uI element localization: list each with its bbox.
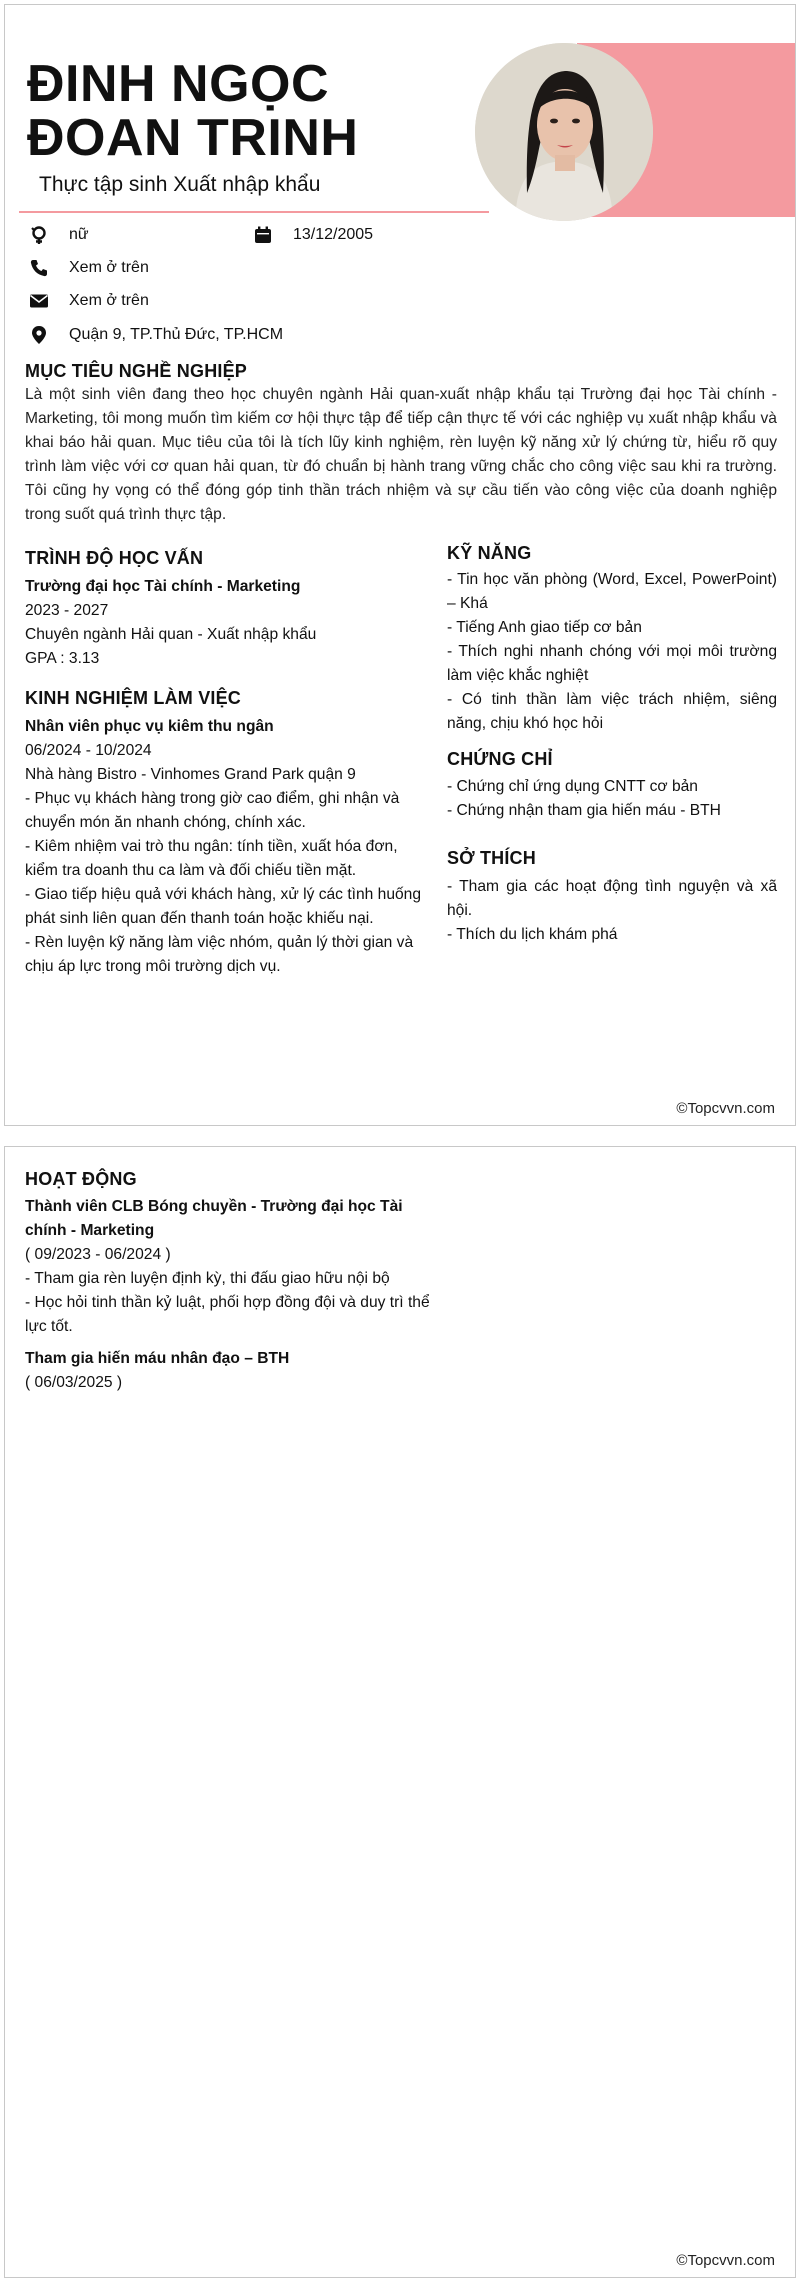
certificate-item: - Chứng nhận tham gia hiến máu - BTH xyxy=(447,802,721,819)
experience-company: Nhà hàng Bistro - Vinhomes Grand Park quận 9 xyxy=(25,766,356,783)
cv-page-1 xyxy=(4,4,796,1126)
education-major: Chuyên ngành Hải quan - Xuất nhập khẩu xyxy=(25,626,317,643)
birthday-value: 13/12/2005 xyxy=(293,226,374,243)
activity-title: Tham gia hiến máu nhân đạo – BTH xyxy=(25,1350,290,1367)
activities-section xyxy=(25,1195,435,1395)
education-period: 2023 - 2027 xyxy=(25,602,109,619)
footer-brand: ©Topcvvn.com xyxy=(676,1100,775,1117)
experience-duty: - Phục vụ khách hàng trong giờ cao điểm, ghi nhận và chuyển món ăn nhanh chóng, chính xác. xyxy=(25,790,400,831)
phone-icon xyxy=(29,258,49,278)
hobby-item: - Thích du lịch khám phá xyxy=(447,926,618,943)
mail-icon xyxy=(29,291,49,311)
skill-item: - Tiếng Anh giao tiếp cơ bản xyxy=(447,619,642,636)
hobbies-section xyxy=(447,875,777,947)
birthday-row xyxy=(253,225,373,245)
skills-heading: KỸ NĂNG xyxy=(447,543,532,563)
experience-section xyxy=(25,715,425,979)
cv-page-2 xyxy=(4,1146,796,2278)
activity-period: ( 09/2023 - 06/2024 ) xyxy=(25,1246,171,1263)
gender-icon xyxy=(29,225,49,245)
experience-heading: KINH NGHIỆM LÀM VIỆC xyxy=(25,688,242,708)
calendar-icon xyxy=(253,225,273,245)
certificate-item: - Chứng chỉ ứng dụng CNTT cơ bản xyxy=(447,778,698,795)
hobbies-heading: SỞ THÍCH xyxy=(447,848,536,868)
address-value: Quận 9, TP.Thủ Đức, TP.HCM xyxy=(69,326,284,343)
portrait-image xyxy=(475,43,653,221)
skill-item: - Tin học văn phòng (Word, Excel, PowerPoint) – Khá xyxy=(447,571,777,612)
skill-item: - Thích nghi nhanh chóng với mọi môi trường làm việc khắc nghiệt xyxy=(447,643,777,684)
hobby-item: - Tham gia các hoạt động tình nguyện và xã hội. xyxy=(447,878,777,919)
phone-value: Xem ở trên xyxy=(69,259,149,276)
gender-row xyxy=(29,225,89,245)
education-school: Trường đại học Tài chính - Marketing xyxy=(25,578,301,595)
certificates-heading: CHỨNG CHỈ xyxy=(447,749,553,769)
title-divider xyxy=(19,211,489,213)
activity-period: ( 06/03/2025 ) xyxy=(25,1374,123,1391)
job-title: Thực tập sinh Xuất nhập khẩu xyxy=(39,173,321,196)
objective-text: Là một sinh viên đang theo học chuyên ngành Hải quan-xuất nhập khẩu tại Trường đại học Tài chính - Marketing, tôi mong muốn tìm kiếm cơ hội thực tập để tiếp cận thực tế với các nghiệp vụ xuất nhập khẩu và khai báo hải quan. Mục tiêu của tôi là tích lũy kinh nghiệm, rèn luyện kỹ năng xử lý chứng từ, hiểu rõ quy trình làm việc với cơ quan hải quan, từ đó chuẩn bị hành trang vững chắc cho công việc sau khi ra trường. Tôi cũng hy vọng có thể đóng góp tinh thần trách nhiệm và sự cầu tiến vào công việc của doanh nghiệp trong suốt quá trình thực tập. xyxy=(25,386,777,523)
gender-value: nữ xyxy=(69,226,89,243)
objective-heading: MỤC TIÊU NGHỀ NGHIỆP xyxy=(25,361,248,381)
skills-section xyxy=(447,568,777,736)
education-section xyxy=(25,575,445,671)
email-value: Xem ở trên xyxy=(69,292,149,309)
education-heading: TRÌNH ĐỘ HỌC VẤN xyxy=(25,548,204,568)
activity-title: Thành viên CLB Bóng chuyền - Trường đại học Tài chính - Marketing xyxy=(25,1198,403,1239)
skill-item: - Có tinh thần làm việc trách nhiệm, siêng năng, chịu khó học hỏi xyxy=(447,691,777,732)
location-pin-icon xyxy=(29,325,49,345)
experience-position: Nhân viên phục vụ kiêm thu ngân xyxy=(25,718,274,735)
experience-duty: - Kiêm nhiệm vai trò thu ngân: tính tiền, xuất hóa đơn, kiểm tra doanh thu ca làm và đối chiếu tiền mặt. xyxy=(25,838,398,879)
experience-duty: - Giao tiếp hiệu quả với khách hàng, xử lý các tình huống phát sinh liên quan đến thanh toán hoặc khiếu nại. xyxy=(25,886,422,927)
activity-detail: - Học hỏi tinh thần kỷ luật, phối hợp đồng đội và duy trì thể lực tốt. xyxy=(25,1294,430,1335)
profile-photo xyxy=(475,43,653,221)
address-row xyxy=(29,325,283,345)
footer-brand: ©Topcvvn.com xyxy=(676,2252,775,2269)
activities-heading: HOẠT ĐỘNG xyxy=(25,1169,137,1189)
experience-period: 06/2024 - 10/2024 xyxy=(25,742,152,759)
email-row xyxy=(29,291,149,311)
candidate-name: ĐINH NGỌC ĐOAN TRINH xyxy=(27,55,359,167)
phone-row xyxy=(29,258,149,278)
activity-detail: - Tham gia rèn luyện định kỳ, thi đấu giao hữu nội bộ xyxy=(25,1270,390,1287)
education-gpa: GPA : 3.13 xyxy=(25,650,100,667)
certificates-section xyxy=(447,775,777,823)
experience-duty: - Rèn luyện kỹ năng làm việc nhóm, quản lý thời gian và chịu áp lực trong môi trường dịch vụ. xyxy=(25,934,414,975)
